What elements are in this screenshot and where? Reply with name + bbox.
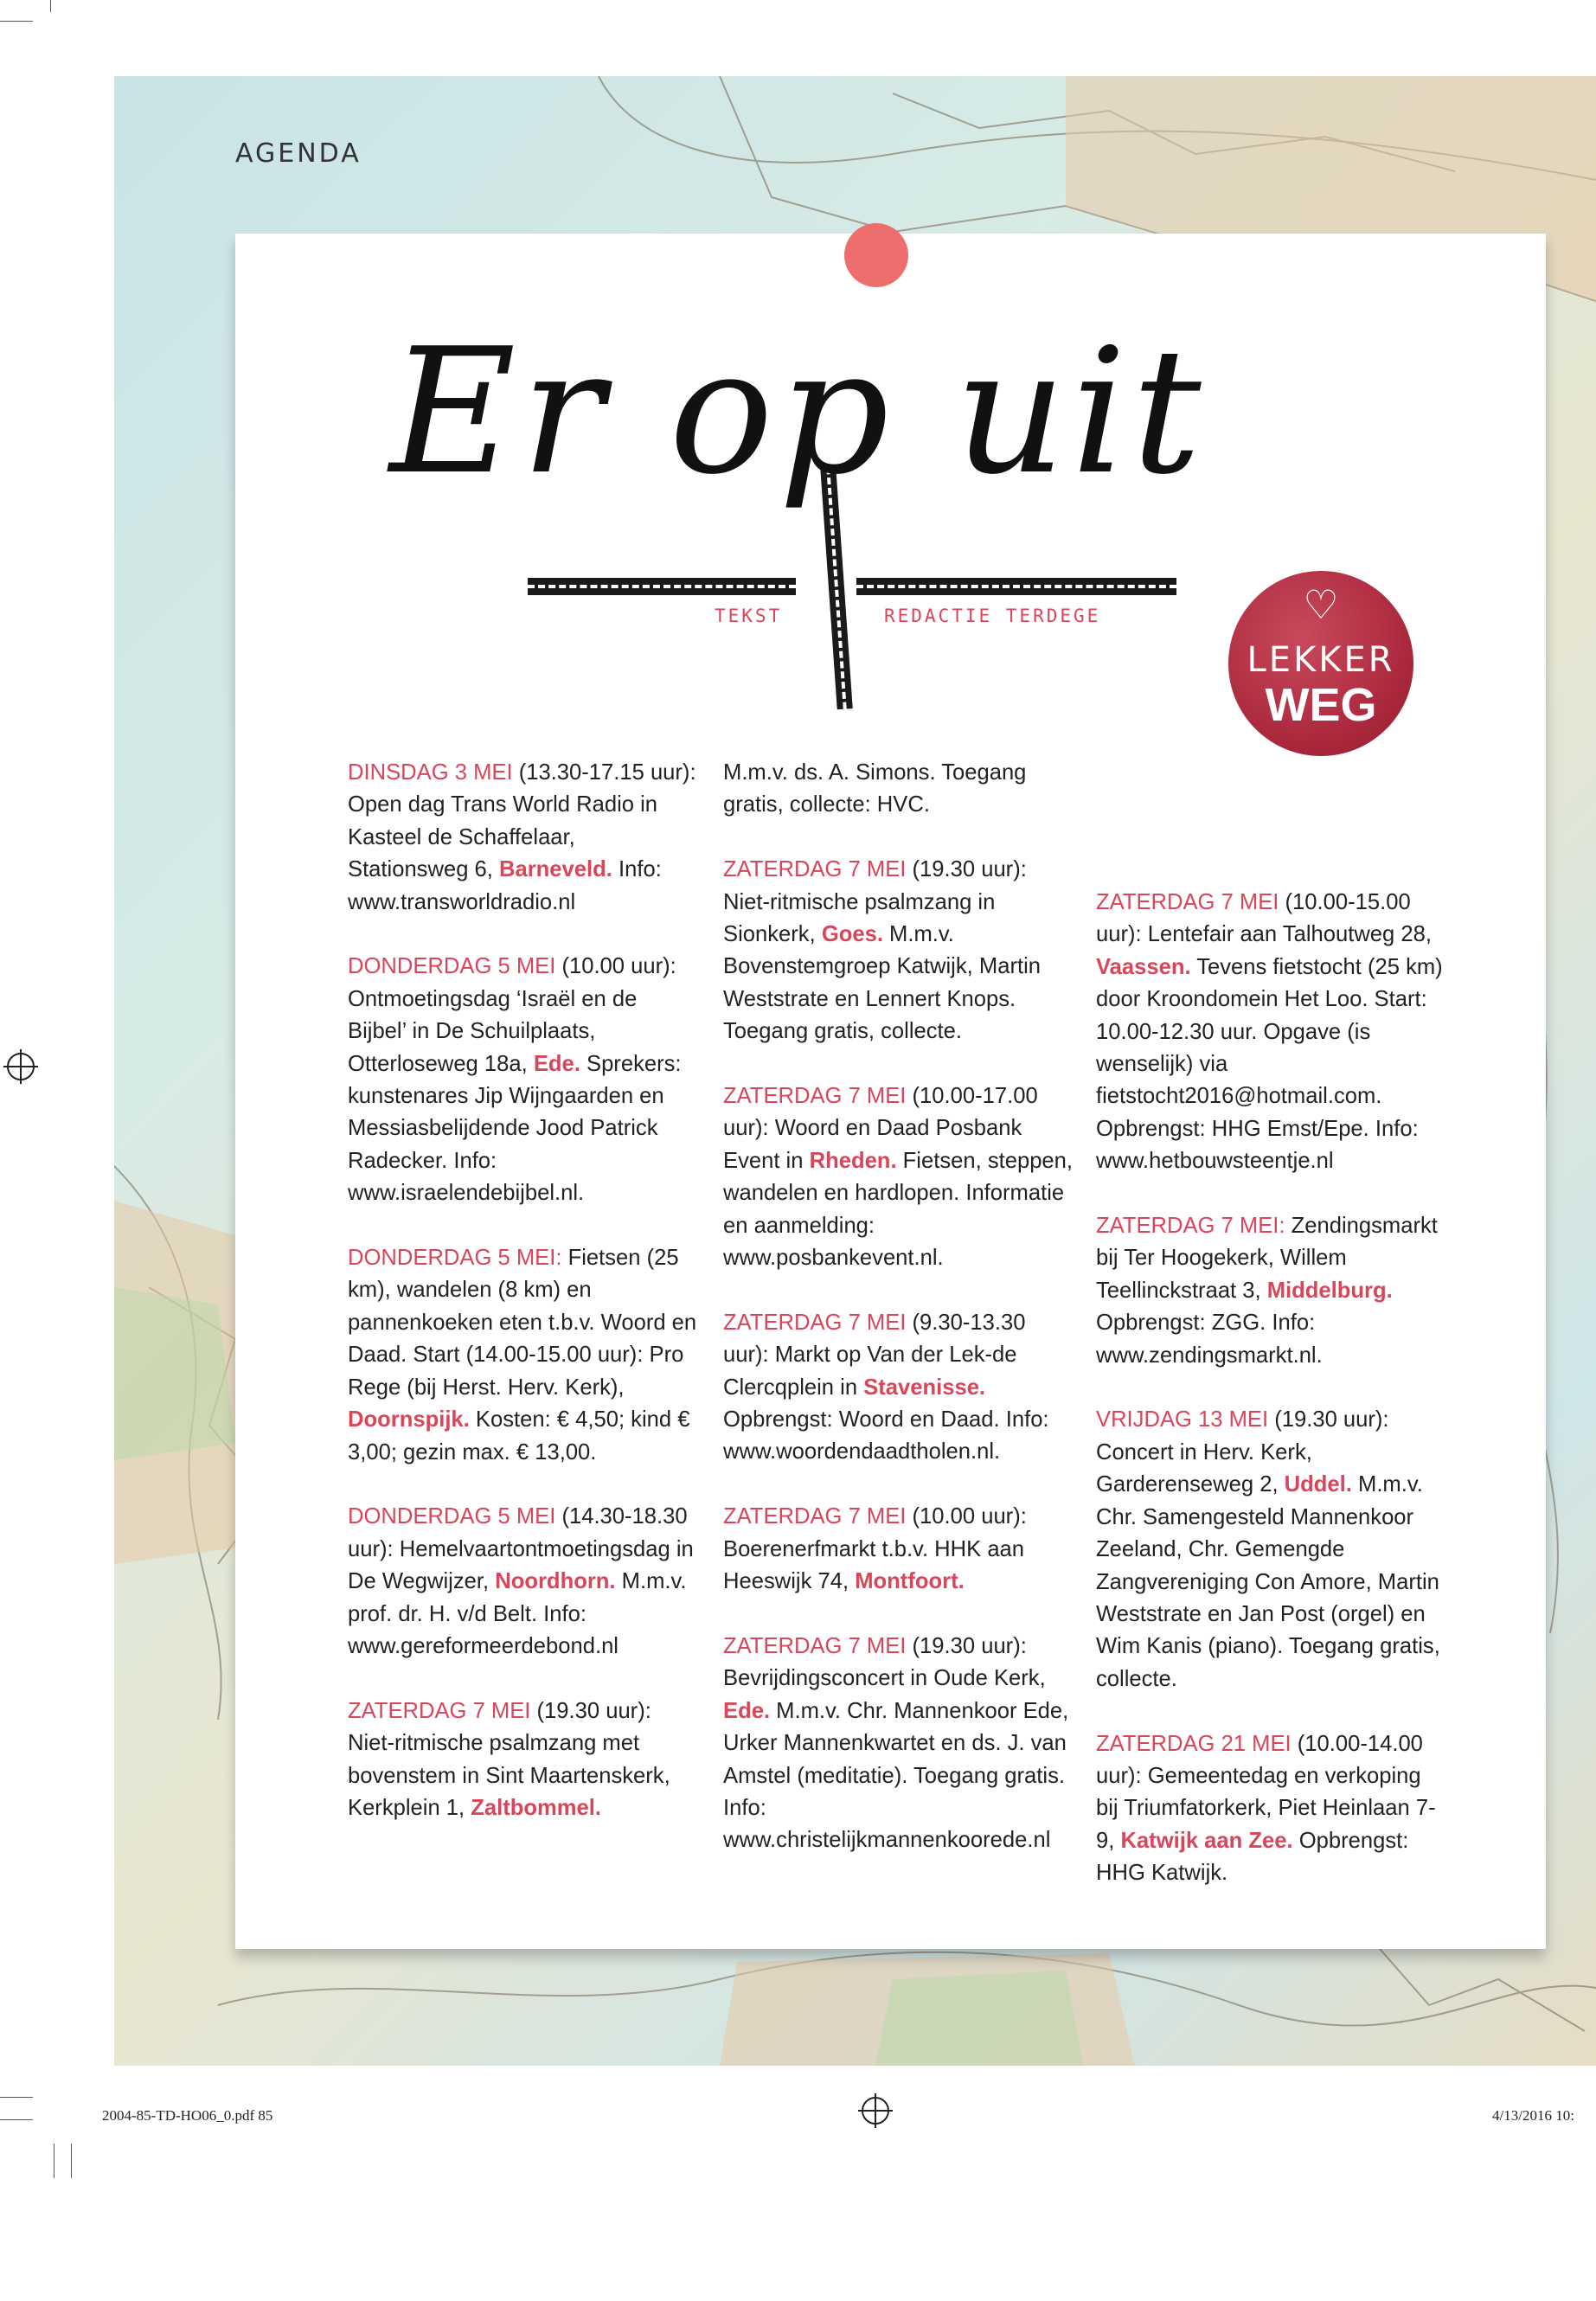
agenda-column-3 (1096, 887, 1446, 1922)
event-place: Vaassen. (1096, 954, 1191, 979)
event-place: Ede. (723, 1698, 771, 1723)
agenda-item (723, 757, 1074, 822)
agenda-item (723, 1080, 1074, 1274)
event-place: Goes. (821, 922, 883, 947)
event-place: Rheden. (809, 1148, 897, 1173)
agenda-item (723, 1631, 1074, 1857)
event-place: Barneveld. (499, 857, 612, 882)
crop-mark (0, 2097, 33, 2098)
road-decoration-right (856, 578, 1176, 595)
event-text: Fietsen, steppen, wandelen en hardlopen. Informatie en aanmelding: www.posbankevent.nl. (723, 1148, 1074, 1271)
event-date: DINSDAG 3 MEI (348, 760, 513, 785)
road-decoration-left (528, 578, 796, 595)
registration-mark-icon (7, 1053, 35, 1080)
event-date: ZATERDAG 7 MEI (723, 1504, 907, 1529)
event-place: Doornspijk. (348, 1407, 470, 1433)
event-text: Info: www.transworldradio.nl (348, 857, 662, 914)
event-place: Stavenisse. (863, 1375, 986, 1400)
crop-mark (0, 21, 33, 22)
event-text: Zendingsmarkt bij Ter Hoogekerk, Willem Teellinckstraat 3, (1096, 1214, 1438, 1303)
agenda-column-1 (348, 757, 698, 1857)
event-text: Kosten: € 4,50; kind € 3,00; gezin max. € 13,00. (348, 1407, 690, 1465)
event-place: Uddel. (1284, 1472, 1352, 1497)
agenda-item (1096, 1210, 1446, 1372)
agenda-item (348, 1695, 698, 1825)
event-text: (14.30-18.30 uur): Hemelvaartontmoetingsdag in De Wegwijzer, (348, 1504, 694, 1594)
agenda-item (348, 951, 698, 1209)
event-text: (13.30-17.15 uur): Open dag Trans World Radio in Kasteel de Schaffelaar, Stationsweg 6, (348, 760, 696, 882)
event-text: M.m.v. ds. A. Simons. Toegang gratis, collecte: HVC. (723, 760, 1027, 817)
agenda-item (1096, 1728, 1446, 1890)
section-label: AGENDA (235, 138, 362, 169)
event-place: Zaltbommel. (471, 1795, 602, 1820)
event-text: (19.30 uur): Concert in Herv. Kerk, Garderenseweg 2, (1096, 1407, 1389, 1497)
agenda-item (723, 854, 1074, 1048)
event-text: (19.30 uur): Bevrijdingsconcert in Oude Kerk, (723, 1633, 1046, 1691)
agenda-column-2 (723, 757, 1074, 1889)
agenda-item (1096, 887, 1446, 1178)
event-date: DONDERDAG 5 MEI (348, 1504, 556, 1529)
heart-icon: ♡ (1303, 582, 1339, 627)
credit-author: REDACTIE TERDEGE (884, 606, 1101, 626)
crop-mark (71, 2144, 72, 2178)
event-date: ZATERDAG 7 MEI (348, 1698, 531, 1723)
event-date: ZATERDAG 21 MEI (1096, 1731, 1292, 1756)
event-text: M.m.v. Bovenstemgroep Katwijk, Martin Weststrate en Lennert Knops. Toegang gratis, collecte. (723, 922, 1041, 1044)
agenda-item (1096, 1404, 1446, 1695)
event-place: Katwijk aan Zee. (1120, 1828, 1293, 1853)
agenda-item (348, 1501, 698, 1663)
badge-line-1: LEKKER (1247, 640, 1395, 680)
event-date: ZATERDAG 7 MEI (1096, 890, 1279, 914)
event-text: (19.30 uur): Niet-ritmische psalmzang in Sionkerk, (723, 857, 1027, 947)
event-text: Opbrengst: HHG Katwijk. (1096, 1828, 1409, 1886)
agenda-item (723, 1307, 1074, 1469)
print-timestamp: 4/13/2016 10: (1492, 2107, 1574, 2124)
event-date: ZATERDAG 7 MEI (723, 1310, 907, 1335)
event-text: (10.00-15.00 uur): Lentefair aan Talhoutweg 28, (1096, 890, 1432, 947)
event-text: Opbrengst: ZGG. Info: www.zendingsmarkt.nl. (1096, 1311, 1323, 1368)
event-place: Middelburg. (1266, 1278, 1393, 1303)
event-date: DONDERDAG 5 MEI (348, 954, 556, 979)
event-text: Opbrengst: Woord en Daad. Info: www.woordendaadtholen.nl. (723, 1407, 1049, 1465)
credit-label: TEKST (715, 606, 783, 626)
agenda-item (348, 1242, 698, 1469)
page-title: Er op uit (389, 311, 1207, 513)
event-text: M.m.v. prof. dr. H. v/d Belt. Info: www.gereformeerdebond.nl (348, 1569, 687, 1658)
event-text: Fietsen (25 km), wandelen (8 km) en pannenkoeken eten t.b.v. Woord en Daad. Start (14.00-15.00 uur): Pro Rege (bij Herst. Herv. Kerk), (348, 1246, 697, 1400)
event-text: M.m.v. Chr. Samengesteld Mannenkoor Zeeland, Chr. Gemengde Zangvereniging Con Amore, Martin Weststrate en Jan Post (orgel) en Wim Kanis (piano). Toegang gratis, collecte. (1096, 1472, 1440, 1691)
event-text: (10.00 uur): Ontmoetingsdag ‘Israël en de Bijbel’ in De Schuilplaats, Otterloseweg 18a, (348, 954, 676, 1076)
event-date: DONDERDAG 5 MEI: (348, 1246, 562, 1271)
event-date: VRIJDAG 13 MEI (1096, 1407, 1269, 1433)
event-date: ZATERDAG 7 MEI: (1096, 1214, 1285, 1239)
event-date: ZATERDAG 7 MEI (723, 1084, 907, 1109)
event-place: Ede. (533, 1051, 580, 1076)
badge-line-2: WEG (1265, 679, 1377, 731)
print-file-info: 2004-85-TD-HO06_0.pdf 85 (102, 2107, 273, 2124)
agenda-item (348, 757, 698, 919)
lekker-weg-badge (1228, 571, 1413, 756)
event-text: (19.30 uur): Niet-ritmische psalmzang met bovenstem in Sint Maartenskerk, Kerkplein 1, (348, 1698, 670, 1820)
event-date: ZATERDAG 7 MEI (723, 857, 907, 882)
event-text: Tevens fietstocht (25 km) door Kroondomein Het Loo. Start: 10.00-12.30 uur. Opgave (is wenselijk) via fietstocht2016@hotmail.com. Opbrengst: HHG Emst/Epe. Info: www.hetbouwsteentje.nl (1096, 954, 1443, 1174)
event-text: (9.30-13.30 uur): Markt op Van der Lek-de Clercqplein in (723, 1310, 1026, 1400)
crop-mark (0, 2119, 33, 2120)
event-text: (10.00 uur): Boerenerfmarkt t.b.v. HHK aan Heeswijk 74, (723, 1504, 1027, 1594)
event-place: Noordhorn. (495, 1569, 616, 1594)
event-text: Sprekers: kunstenares Jip Wijngaarden en Messiasbelijdende Jood Patrick Radecker. Info: www.israelendebijbel.nl. (348, 1051, 682, 1206)
agenda-item (723, 1501, 1074, 1598)
registration-mark-icon (862, 2097, 889, 2125)
event-text: (10.00-14.00 uur): Gemeentedag en verkoping bij Triumfatorkerk, Piet Heinlaan 7-9, (1096, 1731, 1436, 1853)
crop-mark (50, 0, 51, 12)
event-text: M.m.v. Chr. Mannenkoor Ede, Urker Mannenkwartet en ds. J. van Amstel (meditatie). Toegang gratis. Info: www.christelijkmannenkoorede.nl (723, 1698, 1069, 1853)
event-place: Montfoort. (855, 1569, 965, 1594)
pin-icon (844, 223, 908, 287)
event-date: ZATERDAG 7 MEI (723, 1633, 907, 1658)
event-text: (10.00-17.00 uur): Woord en Daad Posbank Event in (723, 1084, 1038, 1173)
